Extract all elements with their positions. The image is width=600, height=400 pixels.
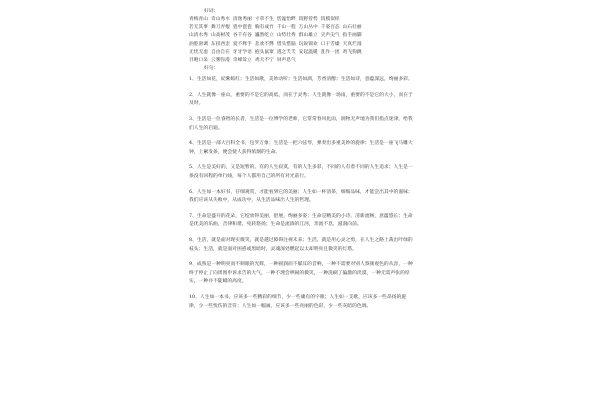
word: 舞刀弄棍 — [210, 25, 230, 31]
word: 牙牙学语 — [232, 49, 252, 55]
word: 口干舌燥 — [320, 41, 340, 47]
word: 目瞪口呆 — [189, 58, 208, 64]
sentence-item: 3、生活是一位睿智的长者，生活是一位博学的老师，它常常春风化雨，润物无声地为我们指点迷津，给我们人生的启迪。 — [189, 117, 413, 131]
good-sentences-heading: 好句： — [204, 66, 219, 72]
word: 自由自在 — [210, 49, 230, 55]
word: 屏声息气 — [276, 58, 296, 64]
sentence-item: 10、人生如一本书，应该多一些精彩的细节，少一些庸有的字眼；人生如一支歌，应该多一些昂扬的旋律，少一些忧伤的音符；人生如一幅画，应该多一些亮丽的色彩，少一些灰暗的色调。 — [189, 294, 407, 309]
word: 抱头鼠窜 — [254, 49, 274, 55]
word: 恬谧怡畔 — [276, 17, 296, 22]
sentence-item: 7、生命是盛开的花朵，它绽放得美丽，舒展，绚丽多姿；生命是精美的小诗，清新流畅，意蕴悠长；生命是优美的乐曲，音律和谐，宛转悠扬；生命是流淌的江河，奔流不息，滋润向前。 — [189, 213, 413, 228]
word-row — [189, 16, 425, 24]
word: 奇峰耸立 — [232, 58, 252, 64]
word: 饭野曾势 — [298, 17, 318, 22]
word: 山清水秀 — [189, 33, 208, 39]
word: 鸡飞狗跳 — [342, 49, 362, 55]
word-row — [189, 57, 425, 65]
good-sentences-list — [189, 76, 415, 311]
word: 奇山秀水 — [210, 17, 230, 22]
word: 瓷中瓷瓷 — [232, 25, 252, 31]
word: 逃之夭夭 — [276, 49, 296, 55]
sentence-item: 4、生活是一部大百科全书，包罗万象；生活是一把六弦琴，弹奏出多重美妙的旋律；生活是一座飞马雕大钟，上紧发条，便会使人获得浓烟的生命。 — [189, 141, 413, 155]
word: 东扭西歪 — [210, 41, 230, 47]
word-row — [189, 41, 425, 49]
word: 惜头惜脑 — [276, 41, 296, 47]
word: 群山雄立 — [298, 33, 318, 39]
word: 千山一程 — [276, 25, 296, 31]
word-row — [189, 24, 425, 32]
word: 巍然屹立 — [254, 33, 274, 39]
word: 玩锐锦欢 — [298, 41, 318, 47]
word: 尖声尖气 — [320, 33, 340, 39]
word: 饭模似样 — [320, 17, 340, 22]
word: 万山丛中 — [298, 25, 318, 31]
word-row — [189, 32, 425, 40]
word: 山势壮秀 — [276, 33, 296, 39]
word: 山石壮丽 — [342, 25, 362, 31]
sentence-item: 1、生活如花，姹紫嫣红；生活如歌，美妙动听；生活如酒，芳香清醇；生活如诗，意蕴深远，绚丽多彩。 — [189, 77, 413, 83]
sentence-item: 5、人生是美好的，又是短暂的。有的人生寂寞，有的人生多彩，不同的人有着不同的人生追求；人生是一条没有回程的单行线，每个人都用自己的所有对光前行。 — [189, 165, 413, 179]
word: 清逸秀丽 — [232, 17, 252, 22]
word: 天真烂漫 — [342, 41, 362, 47]
word: 寸草不生 — [254, 17, 274, 22]
word: 山高树茂 — [210, 33, 230, 39]
word: 若无其事 — [189, 25, 208, 31]
word: 云雾弥漫 — [210, 58, 230, 64]
word: 悲欢不弊 — [254, 41, 274, 47]
sentence-item: 8、生活，就是面对现实微笑，就是越过障碍注视未来；生活，就是用心灵之剪，在人生之路上裁出叶绿的枝头；生活，就是面对困惑或黑暗时，灵魂深处燃起以太却明亮且微笑的灯塔。 — [189, 237, 413, 252]
word-row — [189, 49, 425, 57]
sentence-item: 9、成熟是一种明亮而不刺眼的光辉，一种圆润而不腻耳的音响，一种不需要对别人察颜观色的从容，一种终于停止了向周围申诉求告的大气，一种不理会哄闹的微笑，一种洗刷了偏激的淡漠，一种无需声张的厚实，一种并不陡峭的高度。 — [189, 262, 413, 285]
word: 青梅青山 — [189, 17, 208, 22]
word: 油腔滑调 — [189, 41, 208, 47]
word: 千姿百态 — [320, 25, 340, 31]
word: 乱作一团 — [320, 49, 340, 55]
word: 胸有成竹 — [254, 25, 274, 31]
word: 鸡犬不宁 — [254, 58, 274, 64]
word: 谷千有谷 — [232, 33, 252, 39]
good-words-list — [189, 16, 425, 65]
word: 无忧无虑 — [189, 49, 208, 55]
document-page — [185, 8, 425, 398]
good-words-heading: 好词： — [204, 9, 219, 14]
sentence-item: 6、人生如一本好书，仔细观赏，才能看到它的美丽；人生如一杯清茶，细细品味，才能尝出其中的滋味；我们应该从失败中，从成功中，从生活品味出人生的哲理。 — [189, 189, 413, 204]
word: 安起温暖 — [298, 49, 318, 55]
word: 指手画脚 — [342, 33, 362, 39]
word: 爱不释手 — [232, 41, 252, 47]
sentence-item: 2、人生就像一座山，重要的不是它的高低，而在于灵秀；人生就像一场雨，重要的不是它的大小，而在于及时。 — [189, 92, 413, 107]
